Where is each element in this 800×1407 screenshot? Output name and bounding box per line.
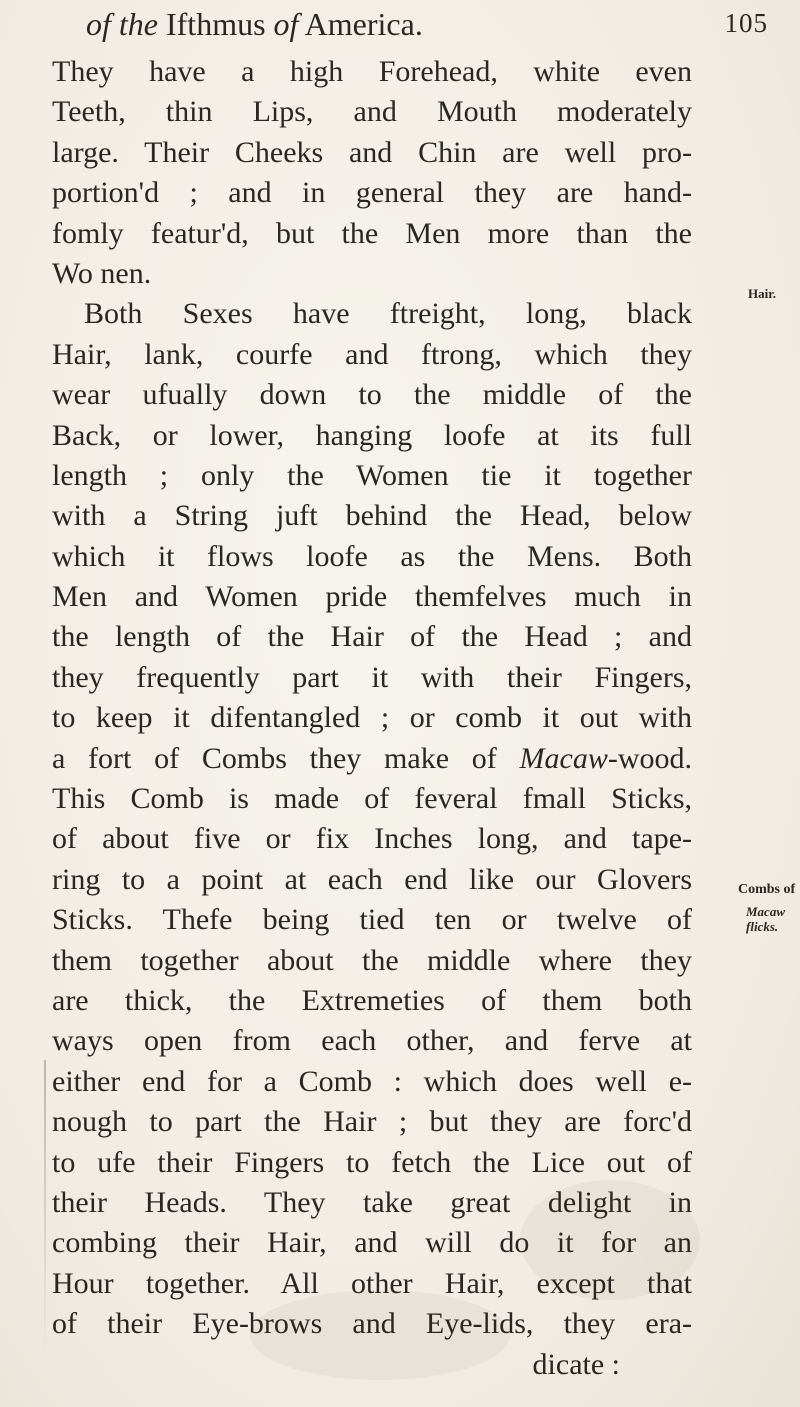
title-main: Ifthmus	[165, 6, 266, 42]
macaw-line-after: -wood.	[607, 741, 692, 775]
text-line: are thick, the Extremeties of them both	[52, 983, 692, 1017]
text-line-catchword: dicate :	[532, 1347, 620, 1381]
text-line: to ufe their Fingers to fetch the Lice out of	[52, 1145, 692, 1179]
text-line: with a String juft behind the Head, below	[52, 499, 692, 533]
gutter-shadow	[44, 1060, 46, 1360]
text-line: of about five or fix Inches long, and tape-	[52, 822, 692, 856]
text-line: Hour together. All other Hair, except that	[52, 1266, 692, 1300]
text-line: the length of the Hair of the Head ; and	[52, 620, 692, 654]
text-line: Men and Women pride themfelves much in	[52, 580, 692, 614]
text-line-macaw	[52, 739, 692, 779]
title-prefix: of the	[86, 6, 158, 42]
text-line: fomly featur'd, but the Men more than the	[52, 216, 692, 250]
text-line: Sticks. Thefe being tied ten or twelve of	[52, 903, 692, 937]
text-line: their Heads. They take great delight in	[52, 1185, 692, 1219]
text-line: of their Eye-brows and Eye-lids, they era-	[52, 1307, 692, 1341]
text-line: large. Their Cheeks and Chin are well pro-	[52, 135, 692, 169]
macaw-line-italic: Macaw	[519, 741, 608, 775]
text-line: to keep it difentangled ; or comb it out with	[52, 701, 692, 735]
running-header	[86, 6, 776, 50]
body-text	[52, 52, 692, 1385]
text-line: Wo nen.	[52, 256, 152, 290]
margin-note-hair: Hair.	[748, 286, 777, 301]
text-line: This Comb is made of feveral fmall Sticks,	[52, 782, 692, 816]
text-line: They have a high Forehead, white even	[52, 55, 692, 88]
text-line: length ; only the Women tie it together	[52, 458, 692, 492]
title-mid: of	[273, 6, 299, 42]
text-line: Hair, lank, courfe and ftrong, which they	[52, 337, 692, 371]
page-number: 105	[724, 8, 768, 38]
text-line: portion'd ; and in general they are hand-	[52, 176, 692, 210]
text-line: nough to part the Hair ; but they are forc'd	[52, 1105, 692, 1139]
margin-note-sticks: flicks.	[746, 919, 779, 934]
title-end: America.	[304, 6, 423, 42]
macaw-line-before: a fort of Combs they make of	[52, 741, 520, 775]
margin-note-macaw: Macaw	[746, 904, 785, 919]
text-line: combing their Hair, and will do it for an	[52, 1226, 692, 1260]
text-line: either end for a Comb : which does well e-	[52, 1064, 692, 1098]
text-line: them together about the middle where they	[52, 943, 692, 977]
text-line: ring to a point at each end like our Glovers	[52, 862, 692, 896]
text-line: Both Sexes have ftreight, long, black	[84, 297, 692, 331]
text-line: they frequently part it with their Fingers,	[52, 660, 692, 694]
text-line: ways open from each other, and ferve at	[52, 1024, 692, 1058]
text-line: which it flows loofe as the Mens. Both	[52, 539, 692, 573]
margin-note-combs: Combs of	[738, 882, 796, 897]
text-line: Teeth, thin Lips, and Mouth moderately	[52, 95, 692, 129]
text-line: wear ufually down to the middle of the	[52, 378, 692, 412]
running-title	[86, 6, 423, 43]
text-line: Back, or lower, hanging loofe at its full	[52, 418, 692, 452]
